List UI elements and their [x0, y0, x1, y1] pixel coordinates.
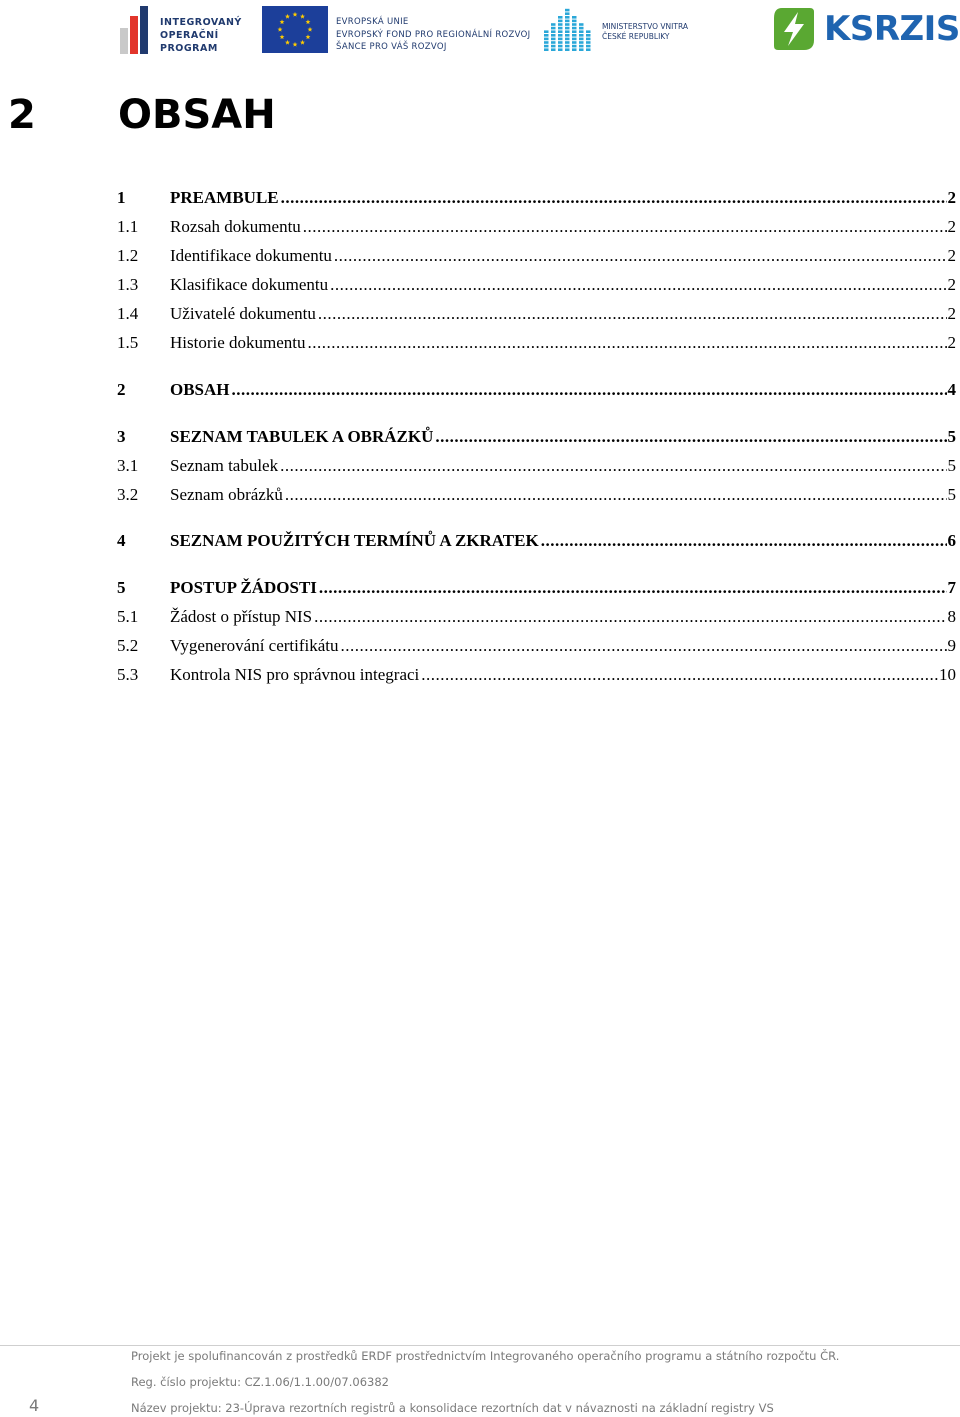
- mv-dot: [544, 41, 549, 44]
- mv-dot: [565, 20, 570, 23]
- mv-dot: [579, 48, 584, 51]
- toc-dot-leader: [303, 215, 947, 239]
- toc-dot-leader: [281, 186, 947, 210]
- toc-entry-page: 2: [947, 333, 956, 352]
- mv-mark-icon: [542, 8, 594, 54]
- toc-entry[interactable]: [117, 634, 956, 658]
- toc-entry[interactable]: [117, 576, 956, 600]
- toc-entry-title: SEZNAM POUŽITÝCH TERMÍNŮ A ZKRATEK: [170, 531, 539, 550]
- mv-dot: [551, 34, 556, 37]
- mv-dot: [572, 34, 577, 37]
- toc-entry-page: 9: [947, 636, 956, 655]
- toc-entry-number: 5.3: [117, 665, 139, 684]
- toc-entry[interactable]: [117, 454, 956, 478]
- mv-dot: [572, 16, 577, 19]
- toc-entry-page: 7: [947, 578, 956, 597]
- toc-entry-title: Žádost o přístup NIS: [170, 607, 313, 626]
- ksrzis-logo: [772, 6, 960, 54]
- mv-dot: [551, 48, 556, 51]
- toc-entry-title: SEZNAM TABULEK A OBRÁZKŮ: [170, 427, 434, 446]
- toc-entry-number: 5: [117, 578, 126, 597]
- mv-dot: [544, 34, 549, 37]
- toc-entry-title: Identifikace dokumentu: [170, 246, 332, 265]
- toc-entry-title: Historie dokumentu: [170, 333, 306, 352]
- mv-dot: [586, 41, 591, 44]
- toc-entry-number: 4: [117, 531, 126, 550]
- toc-entry-title: Vygenerování certifikátu: [170, 636, 339, 655]
- toc-entry-number: 3: [117, 427, 126, 446]
- toc-dot-leader: [319, 576, 947, 600]
- toc-entry-page: 2: [947, 304, 956, 323]
- ksrzis-logo-text: KSRZIS: [824, 9, 960, 49]
- toc-entry[interactable]: [117, 483, 956, 507]
- ksrzis-mark-icon: [772, 6, 816, 52]
- toc-entry-title: Seznam obrázků: [170, 485, 283, 504]
- mv-dot: [558, 27, 563, 30]
- mv-dot: [572, 48, 577, 51]
- mv-dot: [586, 30, 591, 33]
- toc-entry[interactable]: [117, 215, 956, 239]
- toc-entry[interactable]: [117, 273, 956, 297]
- toc-entry-number: 2: [117, 380, 126, 399]
- toc-dot-leader: [435, 425, 946, 449]
- toc-entry-number: 5.2: [117, 636, 139, 655]
- toc-entry[interactable]: [117, 529, 956, 553]
- footer-project-name: Název projektu: 23-Úprava rezortních registrů a konsolidace rezortních dat v návaznosti na základní registry VS: [131, 1401, 774, 1415]
- mv-dot: [579, 27, 584, 30]
- toc-entry-page: 2: [947, 188, 956, 207]
- mv-dot: [572, 41, 577, 44]
- toc-entry-page: 8: [947, 607, 956, 626]
- toc-dot-leader: [334, 244, 947, 268]
- mv-dot: [565, 23, 570, 26]
- mv-dot: [579, 34, 584, 37]
- mv-dot: [558, 41, 563, 44]
- toc-entry-number: 1.4: [117, 304, 139, 323]
- eu-flag-icon: [262, 6, 328, 53]
- mv-dot: [579, 45, 584, 48]
- iop-mark-icon: [120, 6, 154, 54]
- mv-dot: [558, 23, 563, 26]
- eu-logo-text: EVROPSKÁ UNIE EVROPSKÝ FOND PRO REGIONÁLNÍ ROZVOJ ŠANCE PRO VÁŠ ROZVOJ: [336, 17, 531, 52]
- toc-dot-leader: [308, 331, 947, 355]
- mv-dot: [565, 9, 570, 12]
- toc-entry-number: 5.1: [117, 607, 139, 626]
- toc-dot-leader: [314, 605, 946, 629]
- mv-dot: [558, 16, 563, 19]
- toc-entry-page: 6: [947, 531, 956, 550]
- toc-entry-number: 1: [117, 188, 126, 207]
- toc-entry-number: 3.2: [117, 485, 139, 504]
- mv-dot: [551, 30, 556, 33]
- mv-dot: [586, 34, 591, 37]
- toc-entry-page: 2: [947, 217, 956, 236]
- toc-entry[interactable]: [117, 605, 956, 629]
- toc-entry-number: 3.1: [117, 456, 139, 475]
- mv-dot: [579, 30, 584, 33]
- footer-registration-number: Reg. číslo projektu: CZ.1.06/1.1.00/07.06382: [131, 1375, 389, 1389]
- chapter-number: 2: [8, 92, 36, 138]
- toc-dot-leader: [318, 302, 947, 326]
- toc-dot-leader: [330, 273, 946, 297]
- mv-logo: [542, 6, 692, 56]
- toc-entry-number: 1.3: [117, 275, 139, 294]
- mv-dot: [579, 41, 584, 44]
- toc-entry-title: Klasifikace dokumentu: [170, 275, 329, 294]
- toc-entry-title: Uživatelé dokumentu: [170, 304, 316, 323]
- page-title: OBSAH: [118, 92, 276, 138]
- toc-entry[interactable]: [117, 663, 956, 687]
- toc-entry-title: POSTUP ŽÁDOSTI: [170, 578, 317, 597]
- toc-entry[interactable]: [117, 244, 956, 268]
- mv-dot: [544, 45, 549, 48]
- eu-logo: [262, 6, 542, 56]
- mv-dot: [572, 30, 577, 33]
- mv-dot: [551, 45, 556, 48]
- toc-dot-leader: [541, 529, 947, 553]
- toc-dot-leader: [285, 483, 947, 507]
- mv-dot: [565, 34, 570, 37]
- footer-funding-note: Projekt je spolufinancován z prostředků ERDF prostřednictvím Integrovaného operačního programu a státního rozpočtu ČR.: [131, 1349, 840, 1363]
- toc-entry-title: Rozsah dokumentu: [170, 217, 301, 236]
- mv-dot: [558, 20, 563, 23]
- toc-entry-number: 1.5: [117, 333, 139, 352]
- toc-entry-title: Kontrola NIS pro správnou integraci: [170, 665, 420, 684]
- toc-entry[interactable]: [117, 331, 956, 355]
- mv-dot: [572, 45, 577, 48]
- mv-dot: [558, 38, 563, 41]
- mv-dot: [565, 30, 570, 33]
- toc-dot-leader: [421, 663, 938, 687]
- mv-dot: [586, 38, 591, 41]
- toc-entry-page: 5: [947, 485, 956, 504]
- toc-entry-page: 5: [947, 456, 956, 475]
- mv-dot: [572, 20, 577, 23]
- mv-dot: [551, 27, 556, 30]
- footer-divider: [0, 1345, 960, 1346]
- mv-dot: [565, 38, 570, 41]
- mv-dot: [579, 23, 584, 26]
- toc-dot-leader: [341, 634, 947, 658]
- toc-entry-page: 2: [947, 246, 956, 265]
- mv-dot: [572, 27, 577, 30]
- mv-dot: [565, 16, 570, 19]
- mv-dot: [544, 48, 549, 51]
- iop-logo-text: INTEGROVANÝ OPERAČNÍ PROGRAM: [160, 17, 242, 54]
- mv-dot: [565, 41, 570, 44]
- toc-entry-number: 1.1: [117, 217, 139, 236]
- toc-entry[interactable]: [117, 378, 956, 402]
- toc-entry[interactable]: [117, 186, 956, 210]
- iop-logo: [120, 6, 245, 56]
- mv-dot: [551, 41, 556, 44]
- mv-dot: [579, 38, 584, 41]
- toc-entry[interactable]: [117, 425, 956, 449]
- toc-entry-title: Seznam tabulek: [170, 456, 279, 475]
- mv-dot: [544, 38, 549, 41]
- mv-dot: [565, 48, 570, 51]
- mv-dot: [558, 48, 563, 51]
- toc-entry-page: 5: [947, 427, 956, 446]
- toc-dot-leader: [232, 378, 947, 402]
- mv-dot: [558, 34, 563, 37]
- page-number: 4: [29, 1396, 40, 1415]
- mv-dot: [586, 48, 591, 51]
- mv-dot: [572, 38, 577, 41]
- toc-entry-page: 4: [947, 380, 956, 399]
- mv-dot: [558, 30, 563, 33]
- mv-dot: [565, 12, 570, 15]
- header-logo-bar: [0, 0, 960, 60]
- mv-dot: [565, 27, 570, 30]
- mv-dot: [544, 30, 549, 33]
- toc-entry-title: PREAMBULE: [170, 188, 279, 207]
- mv-logo-text: MINISTERSTVO VNITRA ČESKÉ REPUBLIKY: [602, 22, 688, 41]
- mv-dot: [565, 45, 570, 48]
- mv-dot: [586, 45, 591, 48]
- toc-entry-page: 2: [947, 275, 956, 294]
- toc-entry-title: OBSAH: [170, 380, 230, 399]
- mv-dot: [551, 23, 556, 26]
- toc-entry-number: 1.2: [117, 246, 139, 265]
- toc-dot-leader: [280, 454, 946, 478]
- toc-entry[interactable]: [117, 302, 956, 326]
- mv-dot: [551, 38, 556, 41]
- mv-dot: [558, 45, 563, 48]
- mv-dot: [572, 23, 577, 26]
- toc-entry-page: 10: [939, 665, 956, 684]
